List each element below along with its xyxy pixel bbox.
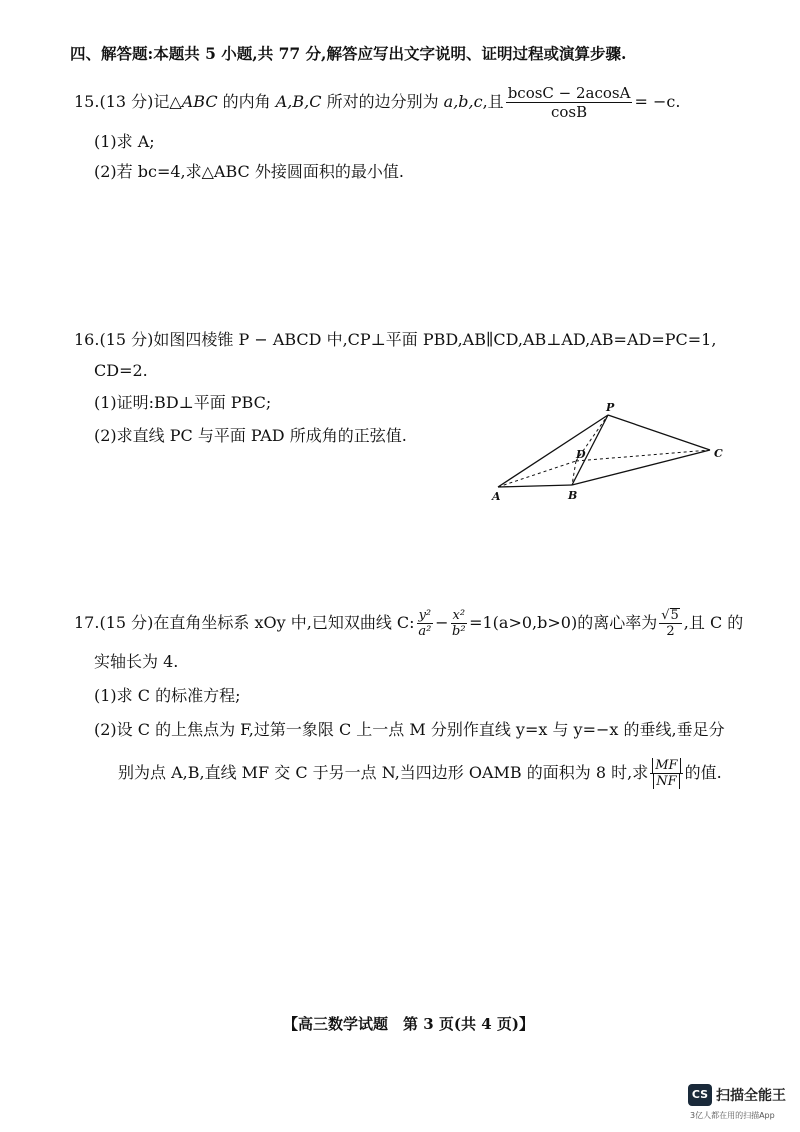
q15-stem	[74, 84, 680, 121]
scanner-logo-icon: CS	[688, 1084, 712, 1106]
scanner-app-name: 扫描全能王	[716, 1088, 786, 1104]
q17-frac-ecc	[659, 608, 682, 639]
q17-part1: (1)求 C 的标准方程;	[94, 686, 241, 705]
q17-number: 17.	[74, 613, 100, 632]
q17-mf: MF	[652, 758, 680, 773]
q17-frac-y	[417, 608, 434, 639]
edge-pa	[498, 415, 608, 487]
edge-pc	[608, 415, 710, 450]
q17-nf-wrap	[650, 774, 682, 789]
edge-bc	[572, 450, 710, 485]
pyramid-figure	[480, 395, 740, 510]
q17-text-b: ,且 C 的	[683, 613, 744, 632]
q15-text-a: 记△	[153, 92, 182, 111]
q15-angles: A,B,C	[275, 92, 322, 111]
q15-frac-den: cosB	[550, 103, 588, 121]
q17-cond: =1(a>0,b>0)的离心率为	[469, 613, 658, 632]
q16-part2: (2)求直线 PC 与平面 PAD 所成角的正弦值.	[94, 426, 407, 445]
q16-part1: (1)证明:BD⊥平面 PBC;	[94, 393, 272, 412]
q17-part2-l1: (2)设 C 的上焦点为 F,过第一象限 C 上一点 M 分别作直线 y=x 与 y=−x 的垂线,垂足分	[94, 720, 725, 739]
q17-part2-l2	[118, 758, 722, 789]
q17-a2: a²	[418, 624, 432, 639]
q17-stem: 17.(15 分)在直角坐标系 xOy 中,已知双曲线 C: $\frac{\text{y²}}{\text{a²}}$ − $\frac{\text{x²}}{\text{b²}}$ =1(a>0,b>0)的离心率为 $\frac{√5}{2}$ ,且 C 的	[74, 608, 744, 639]
sqrt-sign: √5	[661, 608, 679, 623]
q15-number: 15.	[74, 92, 100, 111]
q17-part2-l2-text: 别为点 A,B,直线 MF 交 C 于另一点 N,当四边形 OAMB 的面积为 8 时,求	[118, 763, 649, 782]
q17-x2: x²	[452, 608, 466, 623]
label-c: C	[714, 447, 723, 460]
q15-abc: ABC	[181, 92, 218, 111]
label-a: A	[492, 490, 501, 503]
scanner-watermark	[688, 1082, 798, 1126]
label-d: D	[576, 448, 586, 461]
label-b: B	[568, 489, 578, 502]
q15-part1: (1)求 A;	[94, 132, 155, 151]
q17-y2: y²	[418, 608, 432, 623]
q17-text-a: 在直角坐标系 xOy 中,已知双曲线 C:	[153, 613, 415, 632]
q15-text-e: = −c.	[634, 92, 681, 111]
q15-text-d: ,且	[482, 92, 504, 111]
q17-two: 2	[666, 624, 675, 639]
q17-nf: NF	[653, 774, 679, 789]
q17-part2-end: 的值.	[684, 763, 722, 782]
q15-frac-num: bcosC − 2acosA	[507, 84, 631, 102]
q16-line2: CD=2.	[94, 361, 148, 380]
page-footer: 【高三数学试题 第 3 页(共 4 页)】	[283, 1015, 534, 1033]
q17-b2: b²	[452, 624, 466, 639]
edge-ad	[498, 461, 576, 487]
q17-frac-x	[451, 608, 468, 639]
q15-score: (13 分)	[99, 92, 154, 111]
q17-mf-wrap	[650, 758, 682, 774]
q17-line2: 实轴长为 4.	[94, 652, 179, 671]
edge-ab	[498, 485, 572, 487]
q15-part2: (2)若 bc=4,求△ABC 外接圆面积的最小值.	[94, 162, 404, 181]
q15-fraction	[506, 84, 633, 121]
label-p: P	[606, 401, 615, 414]
scanner-tagline: 3亿人都在用的扫描App	[690, 1111, 775, 1120]
q17-sqrt5-radicand: 5	[670, 608, 679, 623]
q17-sqrt5	[659, 608, 682, 624]
q16-score: (15 分)	[99, 330, 154, 349]
section-header: 四、解答题:本题共 5 小题,共 77 分,解答应写出文字说明、证明过程或演算步骤.	[70, 44, 627, 63]
q15-sides: a,b,c	[443, 92, 483, 111]
q15-text-c: 所对的边分别为	[321, 92, 444, 111]
q16-line1	[74, 330, 716, 350]
q17-frac-mf-nf	[650, 758, 682, 789]
q17-score: (15 分)	[99, 613, 154, 632]
q15-text-b: 的内角	[217, 92, 276, 111]
q16-line1-text: 如图四棱锥 P − ABCD 中,CP⊥平面 PBD,AB∥CD,AB⊥AD,AB=AD=PC=1,	[153, 330, 717, 349]
q16-number: 16.	[74, 330, 100, 349]
